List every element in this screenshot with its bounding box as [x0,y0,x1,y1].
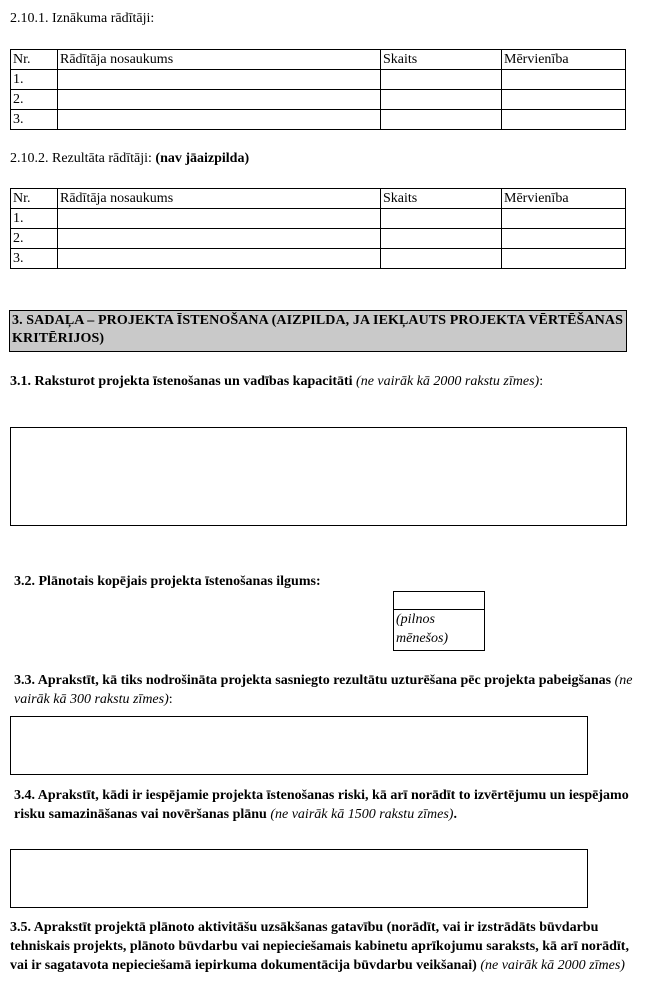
section-3-title: 3. SADAĻA – PROJEKTA ĪSTENOŠANA (AIZPILDA, JA IEKĻAUTS PROJEKTA VĒRTĒŠANAS KRITĒRIJOS) [9,310,627,352]
question-3-4-tail: . [453,807,457,822]
row-number: 3. [11,110,58,130]
header-name: Rādītāja nosaukums [58,189,381,209]
question-3-1 [10,372,635,391]
header-nr: Nr. [11,189,58,209]
question-3-3-text: 3.3. Aprakstīt, kā tiks nodrošināta projekta sasniegto rezultātu uzturēšana pēc projekta pabeigšanas [14,673,612,688]
unit-cell[interactable] [502,209,626,229]
question-3-2-text: 3.2. Plānotais kopējais projekta īstenošanas ilgums: [14,574,321,589]
heading-2-10-1: 2.10.1. Iznākuma rādītāji: [10,11,155,26]
count-cell[interactable] [381,90,502,110]
heading-2-10-2-text: 2.10.2. Rezultāta rādītāji: [10,151,156,166]
duration-unit-label: (pilnos mēnešos) [393,609,485,651]
row-number: 1. [11,70,58,90]
header-name: Rādītāja nosaukums [58,50,381,70]
question-3-3-tail: : [168,692,173,707]
header-count: Skaits [381,189,502,209]
answer-box-3-4[interactable] [10,849,588,908]
unit-cell[interactable] [502,70,626,90]
question-3-4 [14,786,636,824]
question-3-1-text: 3.1. Raksturot projekta īstenošanas un vadības kapacitāti [10,374,353,389]
question-3-4-limit: (ne vairāk kā 1500 rakstu zīmes) [270,807,454,822]
unit-cell[interactable] [502,110,626,130]
question-3-1-limit: (ne vairāk kā 2000 rakstu zīmes) [356,374,540,389]
count-cell[interactable] [381,110,502,130]
output-indicators-table [10,49,626,130]
question-3-3 [14,671,636,709]
name-cell[interactable] [58,70,381,90]
name-cell[interactable] [58,110,381,130]
header-unit: Mērvienība [502,189,626,209]
answer-box-3-3[interactable] [10,716,588,775]
unit-cell[interactable] [502,229,626,249]
name-cell[interactable] [58,249,381,269]
count-cell[interactable] [381,70,502,90]
header-nr: Nr. [11,50,58,70]
result-indicators-table [10,188,626,269]
count-cell[interactable] [381,229,502,249]
question-3-2 [14,572,394,591]
question-3-5-limit: (ne vairāk kā 2000 zīmes) [480,958,625,973]
answer-box-3-1[interactable] [10,427,627,526]
question-3-3-limit: (ne vairāk kā 300 rakstu zīmes) [14,673,633,707]
table-row [11,209,626,229]
table-row [11,110,626,130]
question-3-1-tail: : [539,374,544,389]
name-cell[interactable] [58,90,381,110]
row-number: 2. [11,229,58,249]
name-cell[interactable] [58,229,381,249]
header-unit: Mērvienība [502,50,626,70]
heading-2-10-2 [10,150,249,168]
table-header-row [11,50,626,70]
table-row [11,70,626,90]
question-3-5 [10,918,636,975]
question-3-5-text: 3.5. Aprakstīt projektā plānoto aktivitāšu uzsākšanas gatavību (norādīt, vai ir izstrādāts būvdarbu tehniskais projekts, plānoto būvdarbu vai nepieciešamais kabinetu aprīkojumu saraksts, kā arī norādīt, vai ir sagatavota nepieciešamā iepirkuma dokumentācija būvdarbu veikšanai) [10,920,629,973]
row-number: 1. [11,209,58,229]
question-3-4-text: 3.4. Aprakstīt, kādi ir iespējamie projekta īstenošanas riski, kā arī norādīt to izvērtējumu un iespējamo risku samazināšanas vai novēršanas plānu [14,788,629,822]
row-number: 3. [11,249,58,269]
count-cell[interactable] [381,249,502,269]
unit-cell[interactable] [502,249,626,269]
header-count: Skaits [381,50,502,70]
unit-cell[interactable] [502,90,626,110]
heading-2-10-2-note: (nav jāaizpilda) [155,151,250,166]
name-cell[interactable] [58,209,381,229]
table-header-row [11,189,626,209]
table-row [11,90,626,110]
table-row [11,249,626,269]
count-cell[interactable] [381,209,502,229]
duration-input[interactable] [393,591,485,611]
table-row [11,229,626,249]
row-number: 2. [11,90,58,110]
